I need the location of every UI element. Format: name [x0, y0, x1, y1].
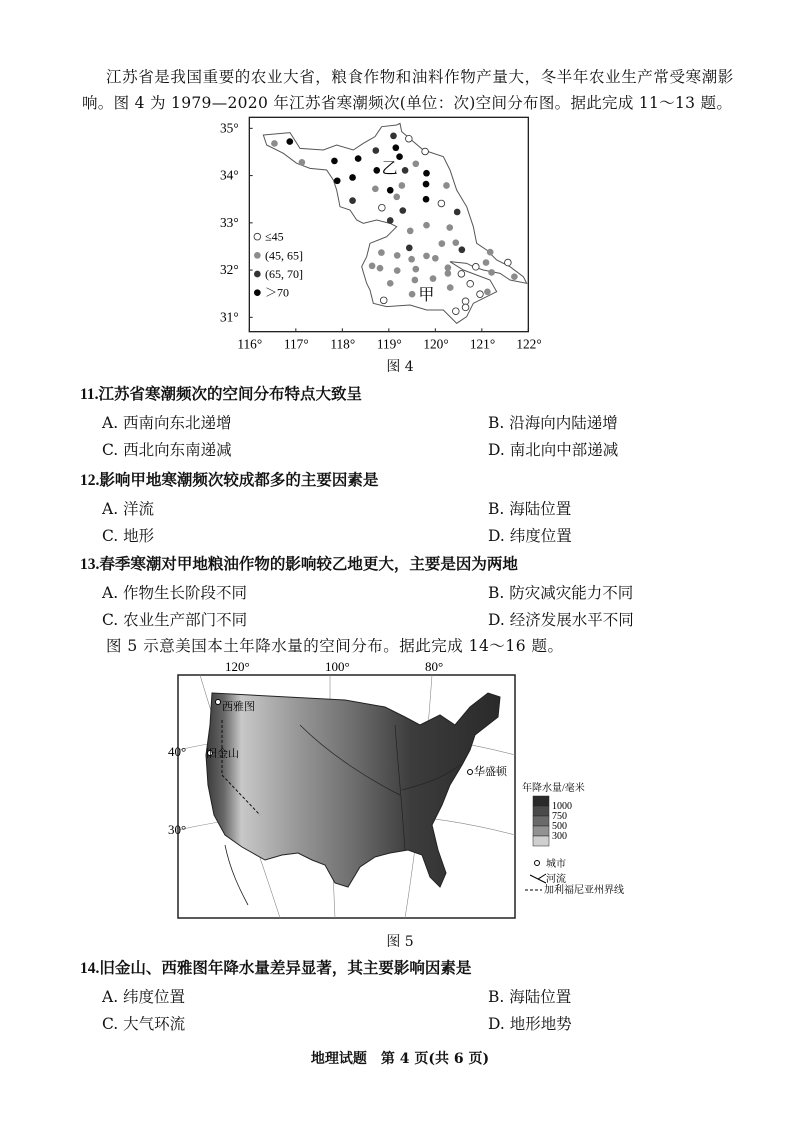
answer-option-c[interactable]: C. 地形	[102, 527, 155, 545]
y-tick-label: 31°	[220, 309, 239, 325]
question-stem	[80, 554, 518, 575]
station-point	[423, 196, 430, 203]
station-point	[407, 228, 414, 235]
answer-option-c[interactable]: C. 大气环流	[102, 1015, 186, 1033]
station-point	[452, 239, 459, 246]
figure-4-jiangsu-map	[210, 110, 560, 370]
figure-5-legend	[522, 781, 624, 896]
station-point	[387, 217, 394, 224]
station-point	[405, 135, 412, 142]
answer-option-a[interactable]: A. 作物生长阶段不同	[102, 584, 248, 602]
question-stem	[80, 958, 471, 979]
x-tick-label: 117°	[283, 336, 309, 352]
question-text: 旧金山、西雅图年降水量差异显著，其主要影响因素是	[99, 958, 472, 977]
station-point	[423, 181, 430, 188]
figure-4-caption: 图 4	[386, 359, 414, 375]
station-point	[454, 209, 461, 216]
answer-option-d[interactable]: D. 南北向中部递减	[488, 441, 619, 459]
station-point	[412, 266, 419, 273]
station-point	[387, 280, 394, 287]
station-point	[377, 265, 384, 272]
station-point	[373, 167, 380, 174]
station-point	[505, 259, 512, 266]
x-tick-label: 118°	[330, 336, 356, 352]
city-marker	[468, 770, 473, 775]
legend-label: ＞70	[265, 285, 290, 300]
x-tick-label: 119°	[376, 336, 402, 352]
legend-swatch	[533, 806, 549, 816]
x-tick-label: 121°	[469, 336, 496, 352]
question-stem	[80, 384, 362, 405]
map-frame	[249, 117, 528, 331]
station-point	[488, 269, 495, 276]
question-text: 春季寒潮对甲地粮油作物的影响较乙地更大，主要是因为两地	[99, 554, 518, 573]
legend-value: 1000	[552, 801, 572, 812]
y-tick-label: 33°	[220, 214, 239, 230]
y-tick-label: 32°	[220, 262, 239, 278]
intro-paragraph-line-1: 江苏省是我国重要的农业大省，粮食作物和油料作物产量大，冬半年农业生产常受寒潮影	[106, 68, 734, 86]
legend-swatch	[533, 826, 549, 836]
legend-swatch	[533, 796, 549, 806]
station-point	[477, 291, 484, 298]
station-point	[402, 167, 409, 174]
question-number: 12.	[80, 472, 100, 489]
legend-item-label: 河流	[546, 874, 566, 885]
station-point	[446, 224, 453, 231]
legend-swatch	[533, 816, 549, 826]
question-number: 13.	[80, 556, 100, 573]
place-label-yi: 乙	[381, 160, 398, 178]
station-point	[445, 270, 452, 277]
latitude-label: 40°	[168, 744, 187, 759]
station-point	[380, 297, 387, 304]
station-point	[399, 207, 406, 214]
station-point	[422, 148, 429, 155]
station-point	[467, 280, 474, 287]
station-point	[394, 267, 401, 274]
river-legend-icon	[530, 874, 546, 883]
legend-swatch	[533, 836, 549, 846]
station-point	[393, 194, 400, 201]
longitude-label: 80°	[425, 659, 444, 674]
legend-label: (65, 70]	[265, 267, 303, 281]
place-label-jia: 甲	[418, 287, 435, 304]
station-point	[392, 144, 399, 151]
y-tick-label: 35°	[220, 120, 239, 136]
answer-option-a[interactable]: A. 西南向东北递增	[102, 414, 232, 432]
station-point	[430, 275, 437, 282]
figure-5-us-precipitation-map	[168, 655, 624, 930]
station-point	[378, 249, 385, 256]
question-number: 11.	[80, 386, 99, 403]
legend-title: 年降水量/毫米	[522, 783, 585, 794]
question-stem	[80, 470, 378, 491]
answer-option-d[interactable]: D. 纬度位置	[488, 527, 572, 545]
city-legend-icon	[535, 861, 540, 866]
page-footer: 地理试题 第 4 页(共 6 页)	[310, 1051, 490, 1067]
legend-value: 300	[552, 831, 567, 842]
station-point	[399, 182, 406, 189]
station-point	[396, 153, 403, 160]
legend-swatch	[254, 233, 261, 240]
station-point	[443, 182, 450, 189]
longitude-label: 100°	[325, 659, 350, 674]
intro-paragraph-2: 图 5 示意美国本土年降水量的空间分布。据此完成 14～16 题。	[106, 637, 564, 655]
y-tick-label: 34°	[220, 167, 239, 183]
station-point	[355, 155, 362, 162]
station-point	[472, 263, 479, 270]
answer-option-d[interactable]: D. 地形地势	[488, 1015, 572, 1033]
question-text: 江苏省寒潮频次的空间分布特点大致呈	[98, 384, 363, 403]
station-point	[406, 245, 413, 252]
station-point	[447, 284, 454, 291]
station-point	[409, 291, 416, 298]
question-text: 影响甲地寒潮频次较成都多的主要因素是	[99, 470, 379, 489]
station-point	[271, 140, 278, 147]
answer-option-b[interactable]: B. 沿海向内陆递增	[488, 414, 618, 432]
longitude-label: 120°	[225, 659, 250, 674]
station-point	[390, 133, 397, 140]
answer-option-d[interactable]: D. 经济发展水平不同	[488, 611, 634, 629]
station-point	[387, 187, 394, 194]
legend-label: ≤45	[265, 229, 284, 244]
legend-item-label: 城市	[546, 859, 566, 870]
station-point	[372, 185, 379, 192]
station-point	[423, 253, 430, 260]
city-label: 旧金山	[206, 748, 239, 760]
answer-option-c[interactable]: C. 西北向东南递减	[102, 441, 232, 459]
answer-option-b[interactable]: B. 海陆位置	[488, 500, 572, 518]
station-point	[438, 200, 445, 207]
x-tick-label: 120°	[423, 336, 449, 352]
station-point	[487, 249, 494, 256]
city-label: 华盛顿	[474, 766, 507, 778]
city-marker	[216, 700, 221, 705]
station-point	[462, 298, 469, 305]
legend-item-label: 加利福尼亚州界线	[544, 885, 624, 896]
station-point	[379, 204, 386, 211]
station-point	[349, 174, 356, 181]
station-point	[423, 170, 430, 177]
station-point	[394, 252, 401, 259]
answer-option-a[interactable]: A. 洋流	[102, 500, 155, 518]
answer-option-c[interactable]: C. 农业生产部门不同	[102, 611, 248, 629]
station-point	[412, 160, 419, 167]
station-point	[349, 197, 356, 204]
station-point	[423, 222, 430, 229]
question-number: 14.	[80, 960, 100, 977]
station-point	[458, 271, 465, 278]
legend-swatch	[254, 252, 261, 259]
station-point	[372, 147, 379, 154]
latitude-label: 30°	[168, 822, 187, 837]
legend-swatch	[254, 271, 261, 278]
answer-option-b[interactable]: B. 防灾减灾能力不同	[488, 584, 634, 602]
intro-paragraph-line-2: 响。图 4 为 1979—2020 年江苏省寒潮频次(单位：次)空间分布图。据此完成 11～13 题。	[82, 94, 733, 112]
station-point	[286, 138, 293, 145]
figure-4-legend	[254, 230, 303, 300]
x-tick-label: 122°	[516, 336, 542, 352]
station-point	[484, 288, 491, 295]
city-label: 西雅图	[222, 701, 255, 713]
station-point	[439, 240, 446, 247]
station-point	[299, 159, 306, 166]
station-point	[445, 264, 452, 271]
station-point	[334, 177, 341, 184]
answer-option-b[interactable]: B. 海陆位置	[488, 988, 572, 1006]
legend-value: 750	[552, 811, 567, 822]
station-point	[369, 262, 376, 269]
x-tick-label: 116°	[237, 336, 263, 352]
station-point	[432, 255, 439, 262]
station-point	[483, 259, 490, 266]
legend-swatch	[254, 289, 261, 296]
station-point	[452, 308, 459, 315]
legend-value: 500	[552, 821, 567, 832]
station-point	[331, 158, 338, 165]
figure-5-caption: 图 5	[386, 934, 414, 950]
station-point	[511, 273, 518, 280]
station-point	[459, 246, 466, 253]
station-point	[412, 277, 419, 284]
station-point	[462, 304, 469, 311]
station-point	[408, 256, 415, 263]
answer-option-a[interactable]: A. 纬度位置	[102, 988, 186, 1006]
legend-label: (45, 65]	[265, 248, 303, 263]
